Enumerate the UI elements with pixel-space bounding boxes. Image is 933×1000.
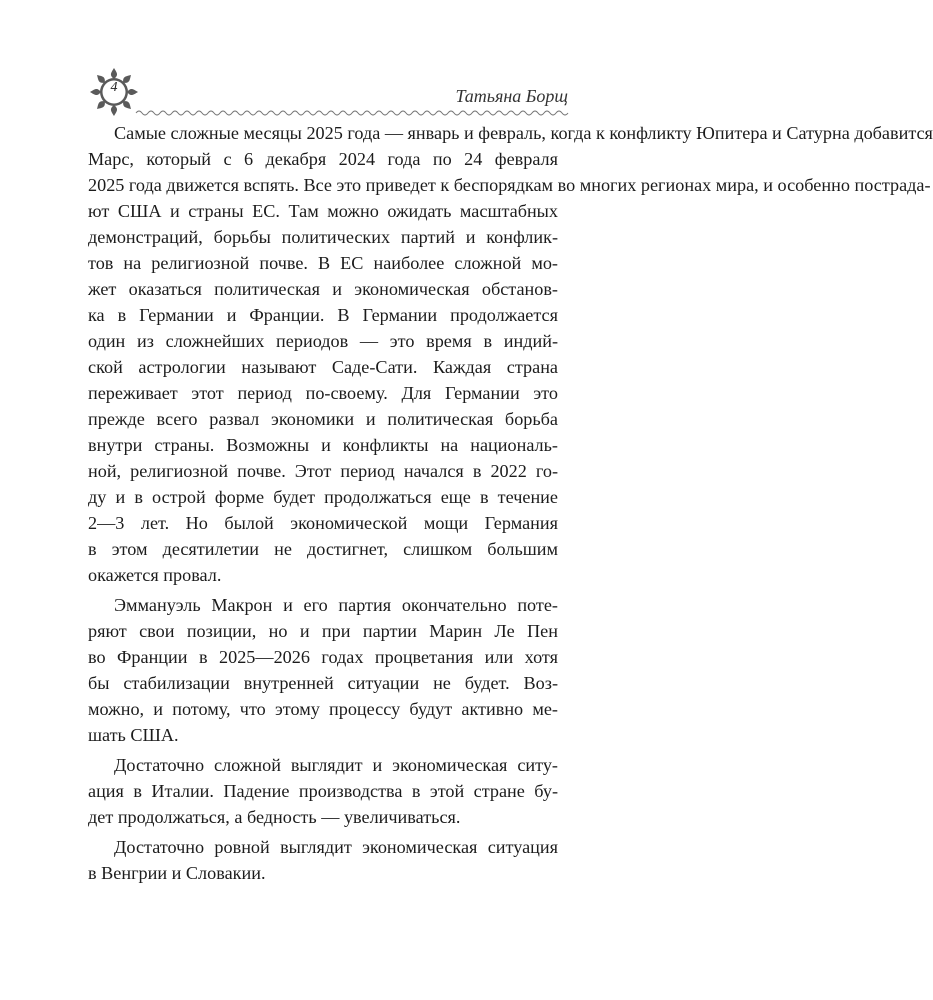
text-line: 2—3 лет. Но былой экономической мощи Германия <box>88 513 558 533</box>
paragraph <box>88 752 558 830</box>
text-line: бы стабилизации внутренней ситуации не будет. Воз- <box>88 673 558 693</box>
text-line: переживает этот период по-своему. Для Германии это <box>88 383 558 403</box>
text-line: демонстраций, борьбы политических партий и конфлик- <box>88 227 558 247</box>
paragraph <box>88 834 558 886</box>
text-line: Марс, который с 6 декабря 2024 года по 24 февраля <box>88 149 558 169</box>
text-line: ка в Германии и Франции. В Германии продолжается <box>88 305 558 325</box>
text-line: Эммануэль Макрон и его партия окончательно поте- <box>114 595 558 615</box>
text-line: ской астрологии называют Саде-Сати. Каждая страна <box>88 357 558 377</box>
wavy-divider <box>136 108 568 118</box>
text-line: в Венгрии и Словакии. <box>88 863 266 883</box>
text-line: во Франции в 2025—2026 годах процветания или хотя <box>88 647 558 667</box>
text-line: дет продолжаться, а бедность — увеличиваться. <box>88 807 461 827</box>
text-line: в этом десятилетии не достигнет, слишком большим <box>88 539 558 559</box>
text-line: ют США и страны ЕС. Там можно ожидать масштабных <box>88 201 558 221</box>
body-text <box>88 120 933 890</box>
text-line: прежде всего развал экономики и политическая борьба <box>88 409 558 429</box>
text-line: Самые сложные месяцы 2025 года — январь и февраль, когда к конфликту Юпитера и Сатурна добавится <box>114 123 933 143</box>
page-number: 4 <box>110 80 118 95</box>
text-line: один из сложнейших периодов — это время в индий- <box>88 331 558 351</box>
text-line: шать США. <box>88 725 179 745</box>
text-line: окажется провал. <box>88 565 222 585</box>
text-line: Достаточно ровной выглядит экономическая ситуация <box>114 837 558 857</box>
text-line: ация в Италии. Падение производства в этой стране бу- <box>88 781 558 801</box>
text-line: ду и в острой форме будет продолжаться еще в течение <box>88 487 558 507</box>
text-line: внутри страны. Возможны и конфликты на националь- <box>88 435 558 455</box>
text-line: Достаточно сложной выглядит и экономическая ситу- <box>114 755 558 775</box>
text-line: можно, и потому, что этому процессу будут активно ме- <box>88 699 558 719</box>
running-header-author: Татьяна Борщ <box>455 86 568 106</box>
text-line: ряют свои позиции, но и при партии Марин Ле Пен <box>88 621 558 641</box>
paragraph <box>88 120 933 588</box>
page-header <box>88 62 568 122</box>
paragraph <box>88 592 558 748</box>
text-line: ной, религиозной почве. Этот период начался в 2022 го- <box>88 461 558 481</box>
text-line: жет оказаться политическая и экономическая обстанов- <box>88 279 558 299</box>
text-line: 2025 года движется вспять. Все это приведет к беспорядкам во многих регионах мира, и особенно пострада- <box>88 175 931 195</box>
text-line: тов на религиозной почве. В ЕС наиболее сложной мо- <box>88 253 558 273</box>
